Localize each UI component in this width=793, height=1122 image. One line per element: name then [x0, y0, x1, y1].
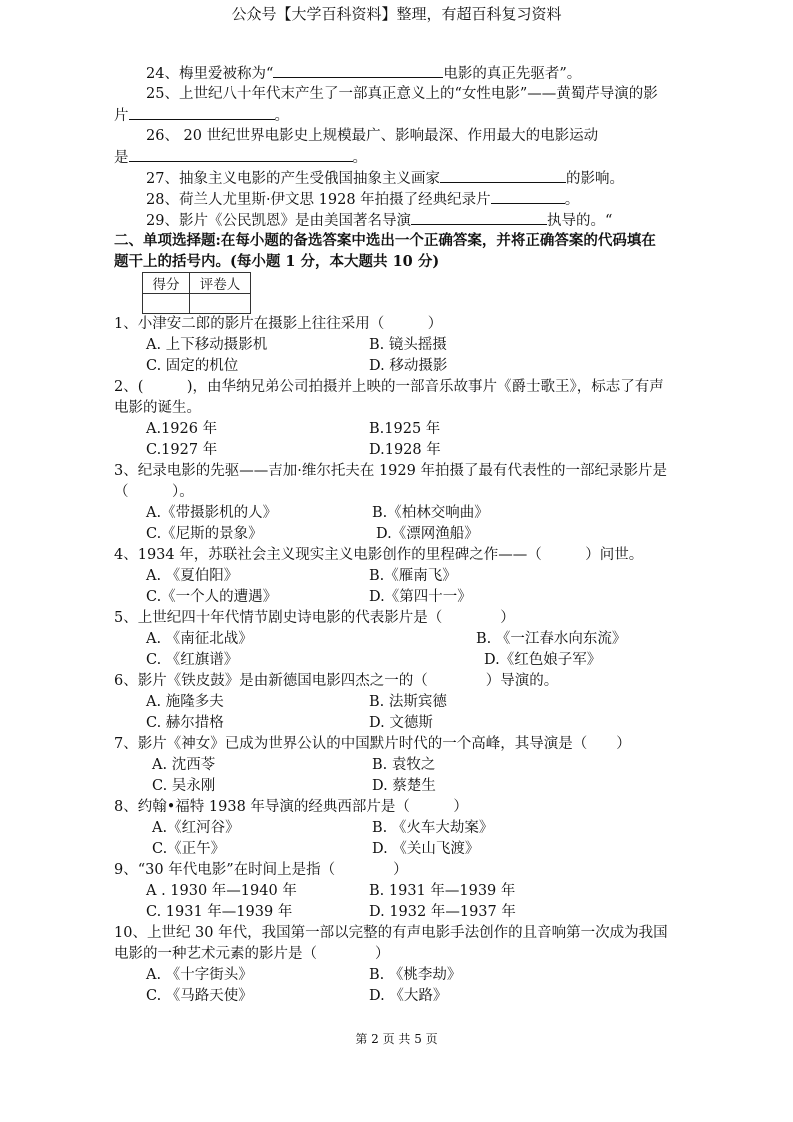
option-b[interactable]: B. 镜头摇摄: [369, 337, 447, 353]
option-c[interactable]: C. 《红旗谱》: [146, 652, 239, 668]
option-b[interactable]: B.《雁南飞》: [369, 568, 457, 584]
option-a[interactable]: A. 施隆多夫: [146, 694, 224, 710]
option-d[interactable]: D. 移动摄影: [369, 358, 448, 374]
answer-blank[interactable]: [273, 63, 443, 78]
question-text: 24、梅里爱被称为“: [146, 66, 274, 82]
option-d[interactable]: D.《红色娘子军》: [484, 652, 602, 668]
question-text: 26、 20 世纪世界电影史上规模最广、影响最深、作用最大的电影运动: [146, 128, 599, 144]
option-d[interactable]: D. 1932 年—1937 年: [369, 904, 516, 920]
option-d[interactable]: D. 《关山飞渡》: [372, 841, 480, 857]
question-text: 的影响。: [565, 171, 624, 187]
question-7: 7、影片《神女》已成为世界公认的中国默片时代的一个高峰，其导演是（ ）: [114, 736, 631, 752]
option-c[interactable]: C. 赫尔措格: [146, 715, 224, 731]
fill-blank-29: [146, 210, 612, 231]
question-2-cont: 电影的诞生。: [114, 400, 201, 416]
option-c[interactable]: C. 吴永刚: [152, 778, 216, 794]
answer-blank[interactable]: [411, 210, 547, 225]
question-text: 。: [352, 150, 367, 166]
score-label: 得分: [143, 273, 190, 294]
question-10: 10、上世纪 30 年代，我国第一部以完整的有声电影手法创作的且音响第一次成为我国: [114, 925, 668, 941]
question-text: 29、影片《公民凯恩》是由美国著名导演: [146, 213, 411, 229]
section-title: 二、单项选择题:在每小题的备选答案中选出一个正确答案，并将正确答案的代码填在: [114, 232, 656, 249]
question-text: 。: [274, 108, 289, 124]
question-text: 执导的。“: [546, 213, 613, 229]
option-b[interactable]: B. 法斯宾德: [369, 694, 447, 710]
option-c[interactable]: C.1927 年: [146, 442, 218, 458]
question-10-cont: 电影的一种艺术元素的影片是（ ）: [114, 946, 390, 962]
option-d[interactable]: D. 文德斯: [369, 715, 433, 731]
option-b[interactable]: B. 袁牧之: [372, 757, 436, 773]
option-a[interactable]: A.《红河谷》: [152, 820, 240, 836]
option-b[interactable]: B.《柏林交响曲》: [372, 505, 489, 521]
option-c[interactable]: C.《正午》: [152, 841, 226, 857]
answer-blank[interactable]: [129, 105, 275, 120]
option-a[interactable]: A. 沈西苓: [152, 757, 216, 773]
answer-blank[interactable]: [491, 189, 565, 204]
question-2: 2、( )，由华纳兄弟公司拍摄并上映的一部音乐故事片《爵士歌王》，标志了有声: [114, 379, 664, 395]
fill-blank-28: [146, 189, 579, 210]
option-b[interactable]: B. 《桃李劫》: [369, 967, 462, 983]
option-d[interactable]: D. 《大路》: [369, 988, 448, 1004]
option-c[interactable]: C. 1931 年—1939 年: [146, 904, 293, 920]
fill-blank-26-cont: [114, 147, 367, 168]
question-9: 9、“30 年代电影”在时间上是指（ ）: [114, 862, 408, 878]
option-a[interactable]: A. 《南征北战》: [146, 631, 253, 647]
option-a[interactable]: A . 1930 年—1940 年: [146, 883, 297, 899]
grader-cell[interactable]: [190, 294, 251, 314]
option-a[interactable]: A.《带摄影机的人》: [146, 505, 278, 521]
question-text: 。: [564, 192, 580, 208]
score-cell[interactable]: [143, 294, 190, 314]
option-b[interactable]: B. 《一江春水向东流》: [476, 631, 627, 647]
question-3-cont: （ ）。: [114, 484, 194, 500]
option-a[interactable]: A.1926 年: [146, 421, 218, 437]
fill-blank-25-cont: [114, 105, 289, 126]
page-number: 第 2 页 共 5 页: [355, 1032, 438, 1046]
option-d[interactable]: D.《第四十一》: [369, 589, 472, 605]
option-b[interactable]: B.1925 年: [369, 421, 441, 437]
question-text: 25、上世纪八十年代末产生了一部真正意义上的“女性电影”——黄蜀芹导演的影: [146, 86, 658, 102]
fill-blank-26: [146, 126, 598, 146]
question-text: 电影的真正先驱者”。: [443, 66, 582, 82]
question-1: 1、小津安二郎的影片在摄影上往往采用（ ）: [114, 316, 443, 332]
option-d[interactable]: D.1928 年: [369, 442, 441, 458]
option-c[interactable]: C. 《马路天使》: [146, 988, 253, 1004]
question-3: 3、纪录电影的先驱——吉加·维尔托夫在 1929 年拍摄了最有代表性的一部纪录影片是: [114, 463, 667, 479]
section-title-cont: 题干上的括号内。(每小题 1 分，本大题共 10 分): [114, 253, 440, 270]
option-d[interactable]: D.《漂网渔船》: [376, 526, 479, 542]
question-text: 27、抽象主义电影的产生受俄国抽象主义画家: [146, 171, 440, 187]
question-text: 片: [114, 108, 129, 124]
option-a[interactable]: A. 《十字街头》: [146, 967, 253, 983]
page-header: 公众号【大学百科资料】整理，有超百科复习资料: [231, 5, 562, 23]
question-8: 8、约翰•福特 1938 年导演的经典西部片是（ ）: [114, 799, 468, 815]
option-b[interactable]: B. 《火车大劫案》: [372, 820, 494, 836]
option-a[interactable]: A. 上下移动摄影机: [146, 337, 268, 353]
question-text: 是: [114, 150, 129, 166]
grader-label: 评卷人: [190, 273, 251, 294]
fill-blank-25: [146, 84, 658, 104]
question-6: 6、影片《铁皮鼓》是由新德国电影四杰之一的（ ）导演的。: [114, 673, 559, 689]
answer-blank[interactable]: [129, 147, 353, 162]
option-c[interactable]: C.《一个人的遭遇》: [146, 589, 278, 605]
option-c[interactable]: C. 固定的机位: [146, 358, 239, 374]
score-table: [142, 272, 251, 314]
option-c[interactable]: C.《尼斯的景象》: [146, 526, 263, 542]
option-d[interactable]: D. 蔡楚生: [372, 778, 436, 794]
question-text: 28、荷兰人尤里斯·伊文思 1928 年拍摄了经典纪录片: [146, 192, 491, 208]
option-b[interactable]: B. 1931 年—1939 年: [369, 883, 516, 899]
question-5: 5、上世纪四十年代情节剧史诗电影的代表影片是（ ）: [114, 610, 515, 626]
fill-blank-24: [146, 63, 581, 84]
question-4: 4、1934 年，苏联社会主义现实主义电影创作的里程碑之作——（ ）问世。: [114, 547, 644, 563]
option-a[interactable]: A. 《夏伯阳》: [146, 568, 239, 584]
fill-blank-27: [146, 168, 624, 189]
answer-blank[interactable]: [440, 168, 566, 183]
